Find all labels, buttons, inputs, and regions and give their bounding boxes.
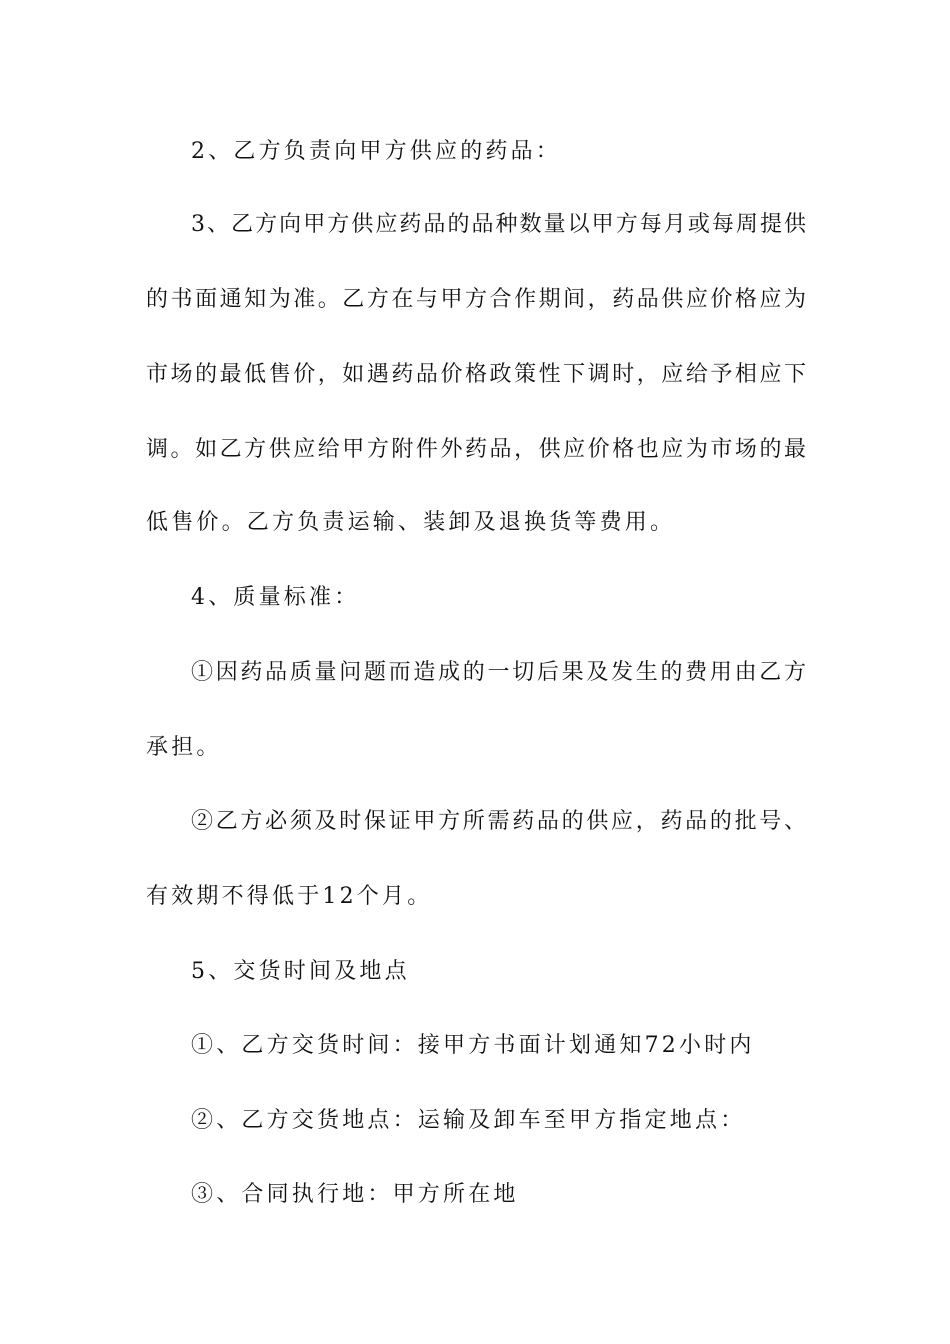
delivery-item-1: ①、乙方交货时间：接甲方书面计划通知72小时内 bbox=[191, 1033, 755, 1058]
paragraph-3-line-4: 调。如乙方供应给甲方附件外药品，供应价格也应为市场的最 bbox=[146, 437, 806, 462]
delivery-item-3: ③、合同执行地：甲方所在地 bbox=[191, 1182, 519, 1207]
quality-item-1-line-1: ①因药品质量问题而造成的一切后果及发生的费用由乙方 bbox=[191, 660, 806, 685]
paragraph-2-line-1: 2、乙方负责向甲方供应的药品： bbox=[191, 139, 561, 164]
quality-item-2-line-2: 有效期不得低于12个月。 bbox=[146, 884, 433, 909]
paragraph-3-line-1: 3、乙方向甲方供应药品的品种数量以甲方每月或每周提供 bbox=[191, 212, 806, 237]
paragraph-3-line-2: 的书面通知为准。乙方在与甲方合作期间，药品供应价格应为 bbox=[146, 287, 806, 312]
paragraph-3-line-3: 市场的最低售价，如遇药品价格政策性下调时，应给予相应下 bbox=[146, 362, 806, 387]
delivery-item-2: ②、乙方交货地点：运输及卸车至甲方指定地点： bbox=[191, 1108, 746, 1133]
paragraph-3-line-5: 低售价。乙方负责运输、装卸及退换货等费用。 bbox=[146, 510, 676, 535]
paragraph-5-heading: 5、交货时间及地点 bbox=[191, 959, 410, 984]
paragraph-4-heading: 4、质量标准： bbox=[191, 585, 360, 610]
quality-item-2-line-1: ②乙方必须及时保证甲方所需药品的供应，药品的批号、 bbox=[191, 809, 806, 834]
quality-item-1-line-2: 承担。 bbox=[146, 735, 222, 760]
